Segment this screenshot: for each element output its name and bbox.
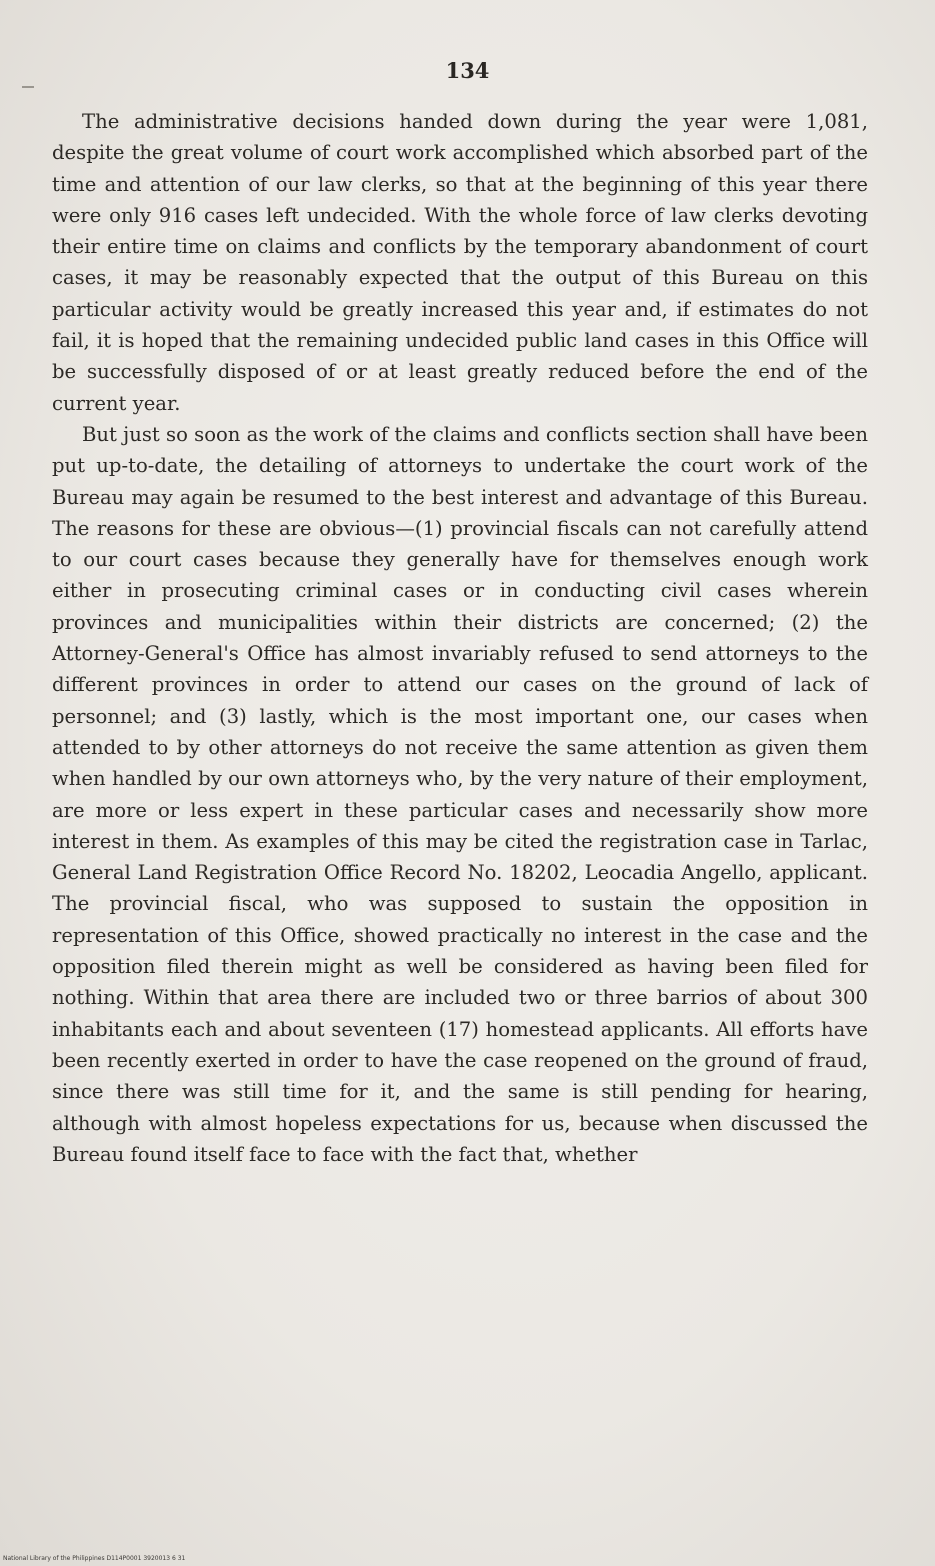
body-text [52, 106, 868, 1170]
page-number: 134 [445, 58, 490, 83]
paragraph-2: But just so soon as the work of the claims and conflicts section shall have been put up-to-date, the detailing of attorneys to undertake the court work of the Bureau may again be resumed to the best interest and advantage of this Bureau. The reasons for these are obvious—(1) provincial fiscals can not carefully attend to our court cases because they generally have for themselves enough work either in prosecuting criminal cases or in conducting civil cases wherein provinces and municipalities within their districts are concerned; (2) the Attorney-General's Office has almost invariably refused to send attorneys to the different provinces in order to attend our cases on the ground of lack of personnel; and (3) lastly, which is the most important one, our cases when attended to by other attorneys do not receive the same attention as given them when handled by our own attorneys who, by the very nature of their employment, are more or less expert in these particular cases and necessarily show more interest in them. As examples of this may be cited the registration case in Tarlac, General Land Registration Office Record No. 18202, Leocadia Angello, applicant. The provincial fiscal, who was supposed to sustain the opposition in representation of this Office, showed practically no interest in the case and the opposition filed therein might as well be considered as having been filed for nothing. Within that area there are included two or three barrios of about 300 inhabitants each and about seventeen (17) homestead applicants. All efforts have been recently exerted in order to have the case reopened on the ground of fraud, since there was still time for it, and the same is still pending for hearing, although with almost hopeless expectations for us, because when discussed the Bureau found itself face to face with the fact that, whether [52, 422, 868, 1166]
scan-footer: National Library of the Philippines D114P0001 3920013 6 31 [3, 1555, 186, 1562]
paragraph-1: The administrative decisions handed down during the year were 1,081, despite the great volume of court work accomplished which absorbed part of the time and attention of our law clerks, so that at the beginning of this year there were only 916 cases left undecided. With the whole force of law clerks devoting their entire time on claims and conflicts by the temporary abandonment of court cases, it may be reasonably expected that the output of this Bureau on this particular activity would be greatly increased this year and, if estimates do not fail, it is hoped that the remaining undecided public land cases in this Office will be successfully disposed of or at least greatly reduced before the end of the current year. [52, 110, 868, 415]
scan-mark [22, 86, 34, 88]
